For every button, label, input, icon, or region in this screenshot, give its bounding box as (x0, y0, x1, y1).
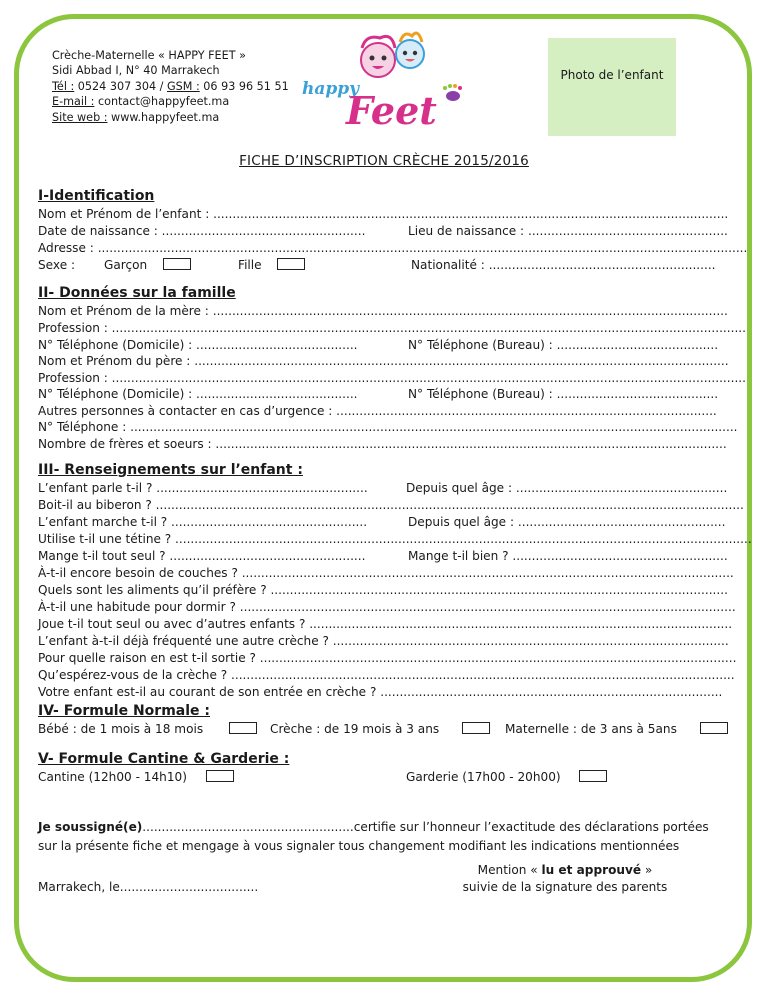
document-title: FICHE D’INSCRIPTION CRÈCHE 2015/2016 (239, 153, 529, 169)
canteen-label: Cantine (12h00 - 14h10) (38, 770, 187, 784)
formula-maternelle-label: Maternelle : de 3 ans à 5ans (505, 722, 677, 736)
father-name-field[interactable]: Nom et Prénom du père : ........................................................................................................................................... (38, 354, 729, 368)
child-speaks-field[interactable]: L’enfant parle t-il ? ....................................................... (38, 481, 368, 495)
logo-feet-word: Feet (346, 88, 437, 133)
walks-since-field[interactable]: Depuis quel âge : ...................................................... (408, 515, 726, 529)
mother-name-field[interactable]: Nom et Prénom de la mère : ...................................................................................................................................... (38, 304, 728, 318)
diapers-field[interactable]: À-t-il encore besoin de couches ? ................................................................................................................................ (38, 566, 734, 580)
certification-line2: sur la présente fiche et mengage à vous signaler tous changement modifiant les indications mentionnées (38, 839, 680, 853)
org-address: Sidi Abbad I, N° 40 Marrakech (52, 64, 220, 78)
favorite-foods-field[interactable]: Quels sont les aliments qu’il préfère ? ....................................................................................................................... (38, 583, 728, 597)
emergency-contact-field[interactable]: Autres personnes à contacter en cas d’urgence : ................................................................................................... (38, 404, 717, 418)
org-phone: Tél : 0524 307 304 / GSM : 06 93 96 51 51 (52, 79, 289, 93)
emergency-phone-field[interactable]: N° Téléphone : .............................................................................................................................................................. (38, 420, 738, 434)
org-name: Crèche-Maternelle « HAPPY FEET » (52, 49, 246, 62)
boy-label: Garçon (104, 258, 148, 272)
father-home-phone-field[interactable]: N° Téléphone (Domicile) : .......................................... (38, 387, 358, 401)
certification-line1[interactable]: .......................................................certifie sur l’honneur l’exactitude des déclarations portées (142, 820, 709, 834)
plays-alone-field[interactable]: Joue t-il tout seul ou avec d’autres enfants ? .............................................................................................................. (38, 617, 733, 631)
birth-place-field[interactable]: Lieu de naissance : .................................................... (408, 224, 728, 238)
section-identification-heading: I-Identification (38, 188, 155, 204)
speaks-since-field[interactable]: Depuis quel âge : ....................................................... (406, 481, 728, 495)
nationality-field[interactable]: Nationalité : ........................................................... (411, 258, 716, 272)
mother-office-phone-field[interactable]: N° Téléphone (Bureau) : .......................................... (408, 338, 719, 352)
girl-checkbox[interactable] (277, 258, 305, 270)
eats-alone-field[interactable]: Mange t-il tout seul ? ................................................... (38, 549, 366, 563)
footprint-icon (443, 84, 462, 101)
read-approved-text: lu et approuvé (541, 863, 642, 877)
birth-date-field[interactable]: Date de naissance : ..................................................... (38, 224, 366, 238)
canteen-checkbox[interactable] (206, 770, 234, 782)
girl-label: Fille (238, 258, 262, 272)
formula-maternelle-checkbox[interactable] (700, 722, 728, 734)
daycare-label: Garderie (17h00 - 20h00) (406, 770, 561, 784)
mother-profession-field[interactable]: Profession : ..................................................................................................................................................................... (38, 321, 746, 335)
child-photo-placeholder[interactable] (548, 38, 676, 136)
pink-face-icon (361, 43, 395, 77)
sex-label: Sexe : (38, 258, 76, 272)
certification-bold: Je soussigné(e) (38, 820, 143, 834)
mother-home-phone-field[interactable]: N° Téléphone (Domicile) : .......................................... (38, 338, 358, 352)
leaving-reason-field[interactable]: Pour quelle raison en est t-il sortie ? ............................................................................................................................ (38, 651, 737, 665)
siblings-count-field[interactable]: Nombre de frères et soeurs : ..................................................................................................................................... (38, 437, 727, 451)
signature-mention: Mention « lu et approuvé » suivie de la signature des parents (420, 862, 710, 896)
expectations-field[interactable]: Qu’espérez-vous de la crèche ? ................................................................................................................................... (38, 668, 735, 682)
formula-baby-label: Bébé : de 1 mois à 18 mois (38, 722, 204, 736)
father-office-phone-field[interactable]: N° Téléphone (Bureau) : .......................................... (408, 387, 719, 401)
section-child-info-heading: III- Renseignements sur l’enfant : (38, 462, 303, 478)
pacifier-field[interactable]: Utilise t-il une tétine ? ...................................................................................................................................................... (38, 532, 752, 546)
section-canteen-heading: V- Formule Cantine & Garderie : (38, 751, 290, 767)
photo-label: Photo de l’enfant (560, 68, 664, 82)
child-aware-field[interactable]: Votre enfant est-il au courant de son entrée en crèche ? ......................................................................................... (38, 685, 723, 699)
child-walks-field[interactable]: L’enfant marche t-il ? ................................................... (38, 515, 368, 529)
formula-creche-label: Crèche : de 19 mois à 3 ans (270, 722, 440, 736)
logo-happy-word: happy (302, 79, 360, 99)
section-family-heading: II- Données sur la famille (38, 285, 236, 301)
date-field[interactable]: Marrakech, le.................................... (38, 880, 259, 894)
happy-feet-logo (300, 28, 470, 133)
blue-face-icon (396, 40, 424, 68)
org-email: E-mail : contact@happyfeet.ma (52, 95, 230, 109)
address-field[interactable]: Adresse : ......................................................................................................................................................................... (38, 241, 748, 255)
father-profession-field[interactable]: Profession : ..................................................................................................................................................................... (38, 371, 746, 385)
boy-checkbox[interactable] (163, 258, 191, 270)
organization-info (52, 48, 289, 125)
section-formula-heading: IV- Formule Normale : (38, 703, 210, 719)
certification-statement (38, 818, 709, 856)
daycare-checkbox[interactable] (579, 770, 607, 782)
eats-well-field[interactable]: Mange t-il bien ? ........................................................ (408, 549, 728, 563)
sleep-habit-field[interactable]: À-t-il une habitude pour dormir ? ................................................................................................................................. (38, 600, 736, 614)
previous-creche-field[interactable]: L’enfant à-t-il déjà fréquenté une autre crèche ? ....................................................................................................... (38, 634, 729, 648)
bottle-field[interactable]: Boit-il au biberon ? ......................................................................................................................................................... (38, 498, 744, 512)
formula-baby-checkbox[interactable] (229, 722, 257, 734)
signature-instruction: suivie de la signature des parents (462, 880, 668, 894)
formula-creche-checkbox[interactable] (462, 722, 490, 734)
child-name-field[interactable]: Nom et Prénom de l’enfant : ...................................................................................................................................... (38, 207, 729, 221)
org-website: Site web : www.happyfeet.ma (52, 110, 220, 124)
